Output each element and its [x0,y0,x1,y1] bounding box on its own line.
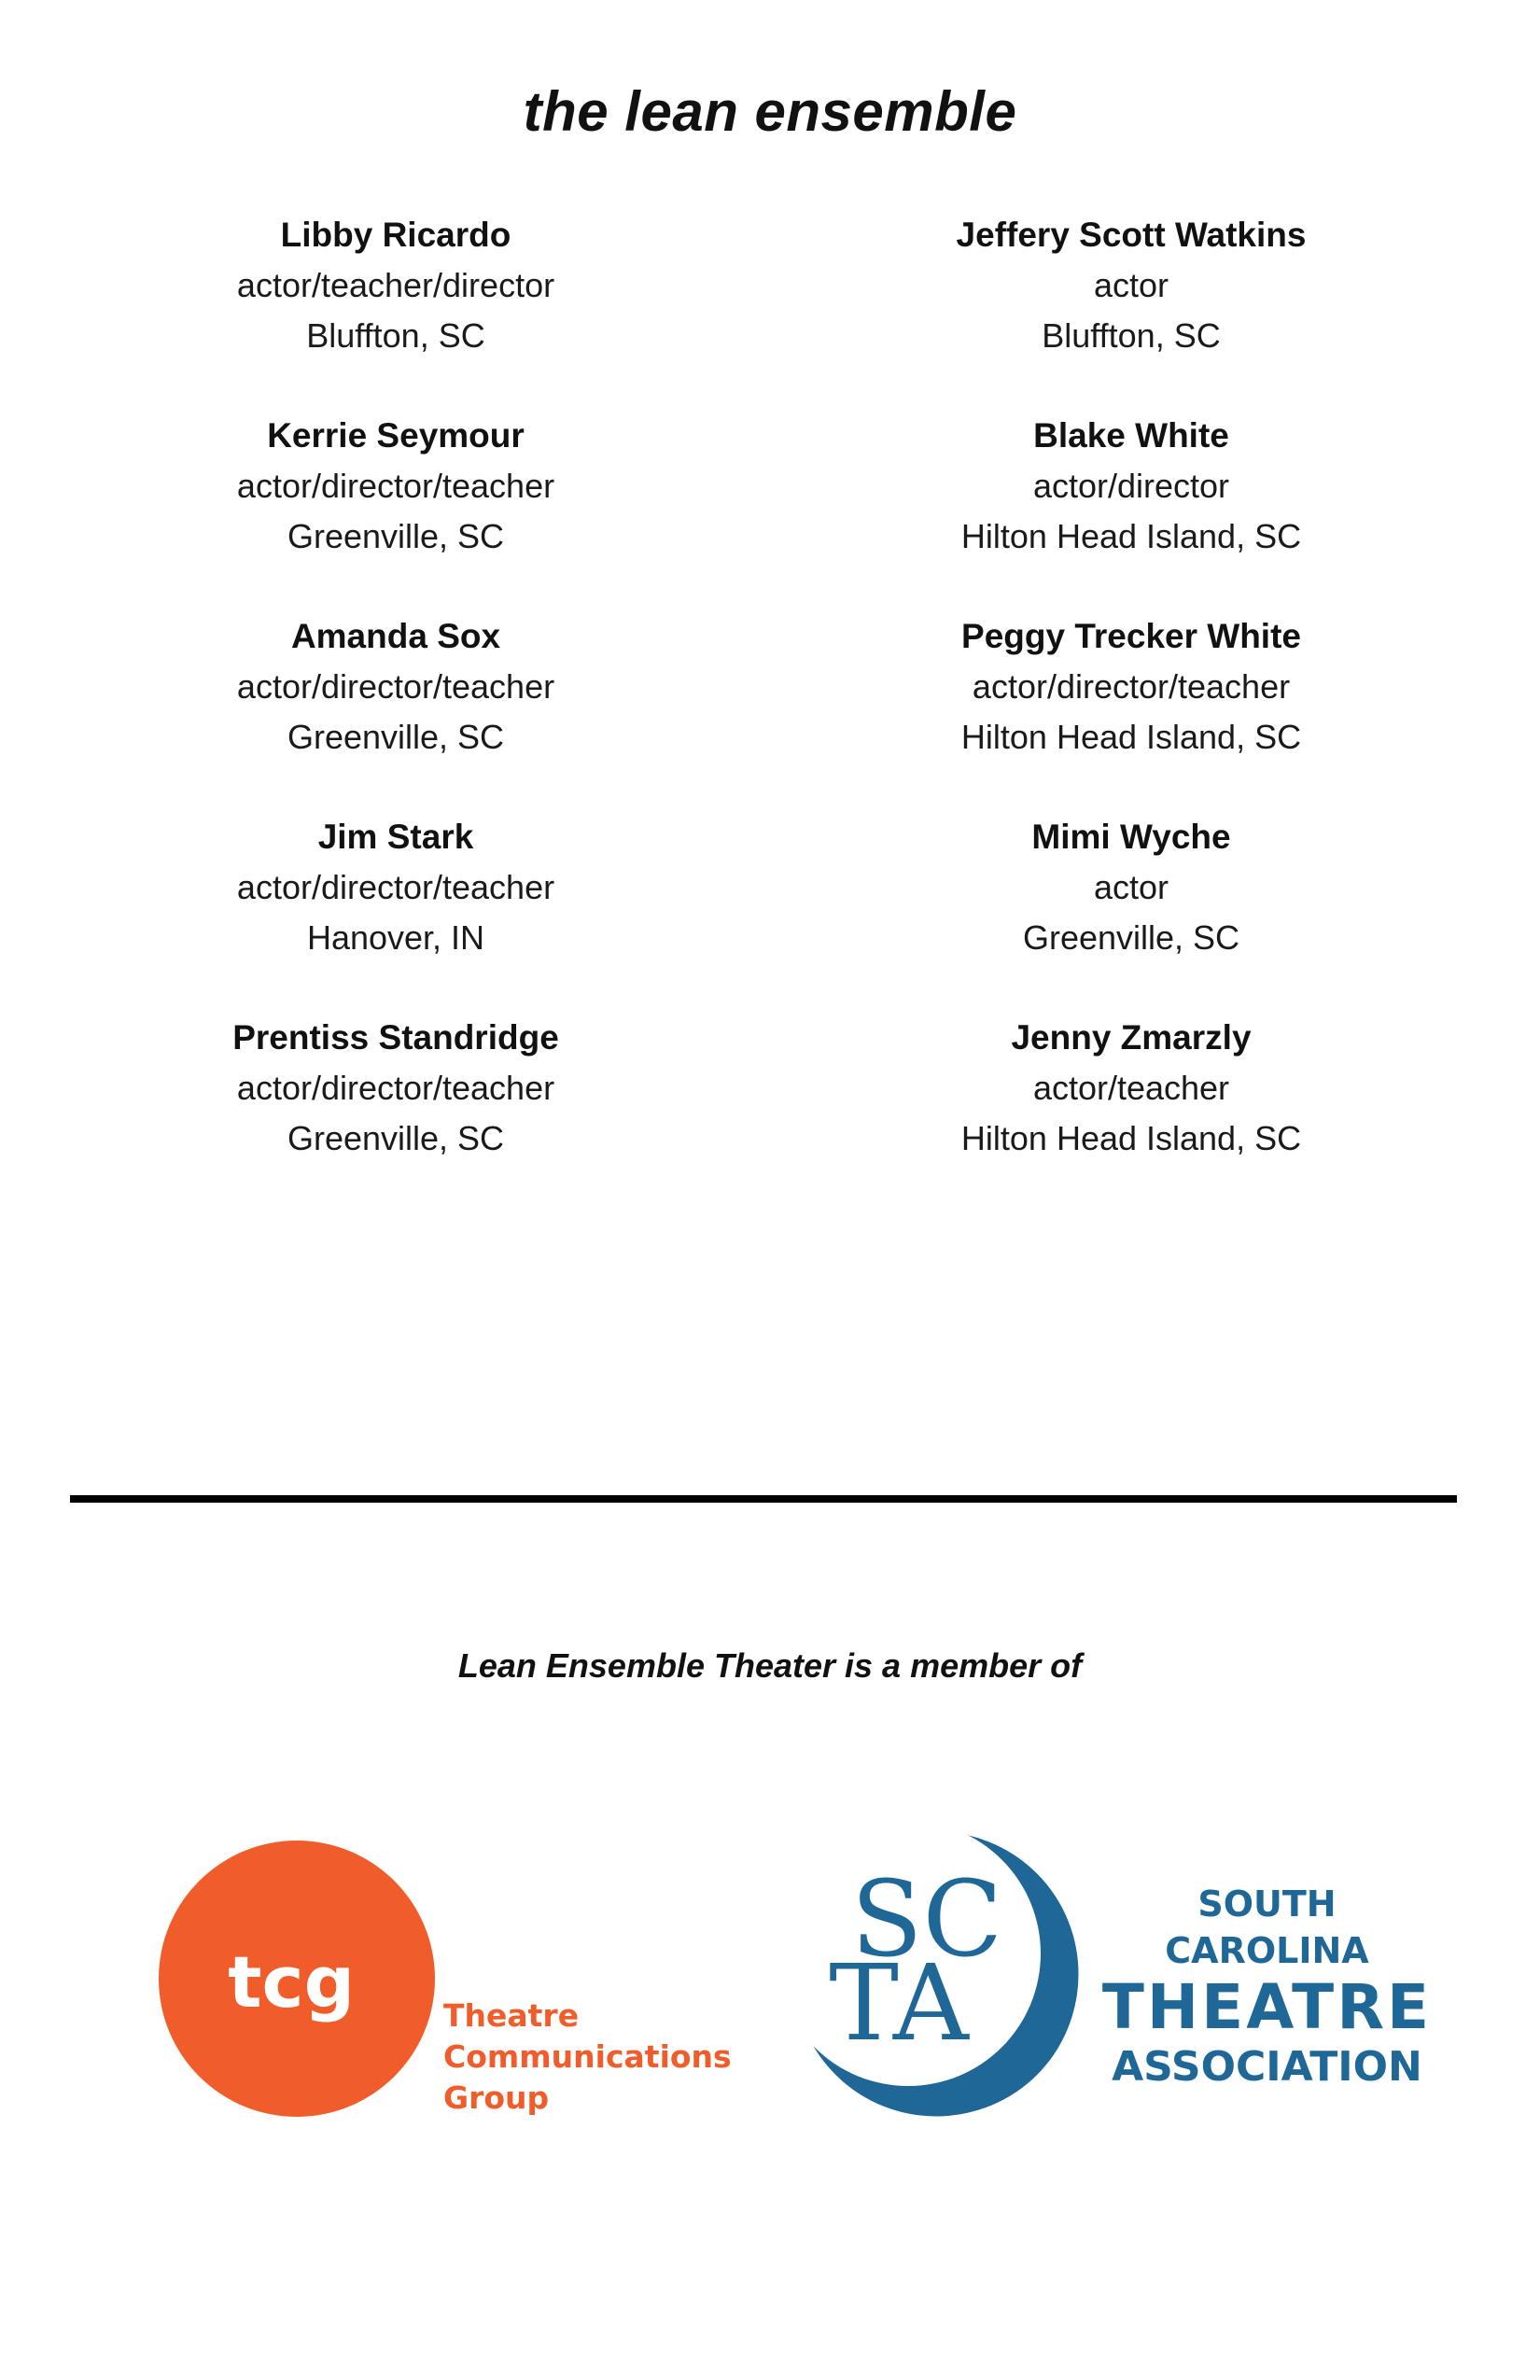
member-city: Hilton Head Island, SC [960,517,1302,555]
tcg-logo [159,1839,732,2128]
tcg-wordmark [443,1995,732,2119]
member-name: Mimi Wyche [1031,818,1231,856]
member-role: actor/director/teacher [236,667,555,706]
member-name: Blake White [1033,416,1229,455]
scta-logo [789,1825,1442,2123]
ensemble-member [851,812,1411,1013]
member-role: actor/director/teacher [236,467,555,505]
scta-wordmark-line: SOUTH CAROLINA [1165,1883,1369,1971]
member-city: Bluffton, SC [306,316,485,355]
tcg-wordmark-line: Communications [443,2038,732,2075]
ensemble-member [116,1013,676,1213]
member-role: actor/director/teacher [236,1069,555,1107]
scta-mark-top: SC [850,1859,1003,1981]
member-role: actor [1093,868,1169,906]
ensemble-column-left [116,210,676,1213]
section-divider [70,1495,1457,1503]
tcg-wordmark-line: Theatre [443,1997,580,2034]
member-city: Greenville, SC [287,1119,505,1157]
member-city: Hilton Head Island, SC [960,718,1302,756]
scta-crescent-mark [789,1825,1087,2123]
member-name: Peggy Trecker White [961,617,1301,655]
scta-wordmark [1092,1881,1442,2093]
member-city: Bluffton, SC [1042,316,1221,355]
ensemble-member [851,411,1411,611]
member-city: Greenville, SC [1022,918,1240,957]
member-name: Prentiss Standridge [232,1018,559,1057]
ensemble-member [116,812,676,1013]
member-role: actor/director/teacher [236,868,555,906]
member-name: Libby Ricardo [280,216,511,254]
member-name: Jenny Zmarzly [1011,1018,1252,1057]
ensemble-member [116,611,676,812]
member-city: Greenville, SC [287,517,505,555]
member-role: actor/director/teacher [972,667,1291,706]
ensemble-column-right [851,210,1411,1213]
scta-wordmark-line: ASSOCIATION [1112,2043,1422,2091]
member-city: Hilton Head Island, SC [960,1119,1302,1157]
member-role: actor [1093,266,1169,304]
member-name: Amanda Sox [290,617,501,655]
ensemble-member [116,411,676,611]
tcg-mark-text: tcg [228,1940,355,2023]
ensemble-member [116,210,676,411]
member-role: actor/teacher/director [236,266,555,304]
page-title: the lean ensemble [523,80,1017,143]
ensemble-member [851,210,1411,411]
member-city: Greenville, SC [287,718,505,756]
member-role: actor/director [1032,467,1230,505]
member-name: Jim Stark [317,818,474,856]
member-role: actor/teacher [1032,1069,1230,1107]
member-name: Jeffery Scott Watkins [956,216,1307,254]
member-name: Kerrie Seymour [267,416,525,455]
scta-mark-bottom: TA [829,1943,969,2065]
ensemble-member [851,611,1411,812]
scta-wordmark-line: THEATRE [1101,1971,1433,2043]
tcg-wordmark-line: Group [443,2079,550,2116]
ensemble-member [851,1013,1411,1213]
membership-statement: Lean Ensemble Theater is a member of [457,1646,1083,1685]
member-city: Hanover, IN [306,918,485,957]
